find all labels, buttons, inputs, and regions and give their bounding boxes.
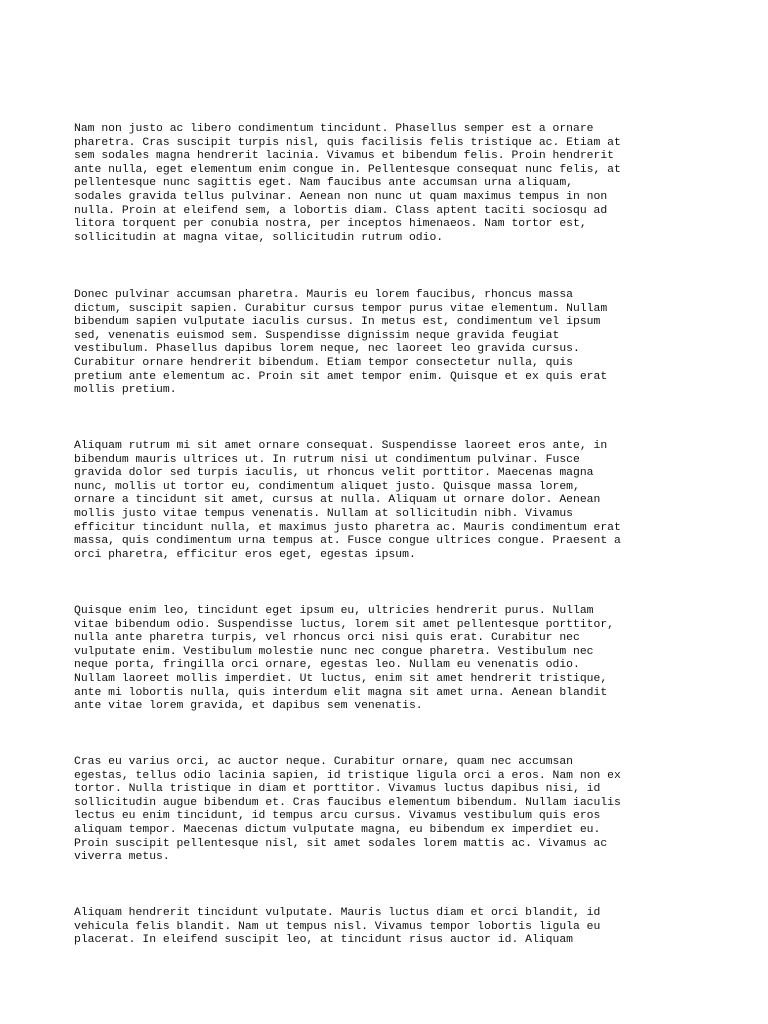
paragraph-4: Quisque enim leo, tincidunt eget ipsum eu, ultricies hendrerit purus. Nullam vitae bibendum odio. Suspendisse luctus, lorem sit amet pellentesque porttitor, nulla ante pharetra turpis, vel rhoncus orci nisi quis erat. Curabitur nec vulputate enim. Vestibulum molestie nunc nec congue pharetra. Vestibulum nec neque porta, fringilla orci ornare, egestas leo. Nullam eu venenatis odio. Nullam laoreet mollis imperdiet. Ut luctus, enim sit amet hendrerit tristique, ante mi lobortis nulla, quis interdum elit magna sit amet urna. Aenean blandit ante vitae lorem gravida, et dapibus sem venenatis. [74,605,615,713]
paragraph-2: Donec pulvinar accumsan pharetra. Mauris eu lorem faucibus, rhoncus massa dictum, suscipit sapien. Curabitur cursus tempor purus vitae elementum. Nullam bibendum sapien vulputate iaculis cursus. In metus est, condimentum vel ipsum sed, venenatis euismod sem. Suspendisse dignissim neque gravida feugiat vestibulum. Phasellus dapibus lorem neque, nec laoreet leo gravida cursus. Curabitur ornare hendrerit bibendum. Etiam tempor consectetur nulla, quis pretium ante elementum ac. Proin sit amet tempor enim. Quisque et ex quis erat mollis pretium. [74,289,608,397]
paragraph-1: Nam non justo ac libero condimentum tincidunt. Phasellus semper est a ornare pharetra. Cras suscipit turpis nisl, quis facilisis felis tristique ac. Etiam at sem sodales magna hendrerit lacinia. Vivamus et bibendum felis. Proin hendrerit ante nulla, eget elementum enim congue in. Pellentesque consequat nunc felis, at pellentesque nunc sagittis eget. Nam faucibus ante accumsan urna aliquam, sodales gravida tellus pulvinar. Aenean non nunc ut quam maximus tempus in non nulla. Proin at eleifend sem, a lobortis diam. Class aptent taciti sociosqu ad litora torquent per conubia nostra, per inceptos himenaeos. Nam tortor est, sollicitudin at magna vitae, sollicitudin rutrum odio. [74,123,621,244]
paragraph-6: Aliquam hendrerit tincidunt vulputate. Mauris luctus diam et orci blandit, id vehicula felis blandit. Nam ut tempus nisl. Vivamus tempor lobortis ligula eu placerat. In eleifend suscipit leo, at tincidunt risus auctor id. Aliquam [74,907,601,947]
paragraph-5: Cras eu varius orci, ac auctor neque. Curabitur ornare, quam nec accumsan egestas, tellus odio lacinia sapien, id tristique ligula orci a eros. Nam non ex tortor. Nulla tristique in diam et porttitor. Vivamus luctus dapibus nisi, id sollicitudin augue bibendum et. Cras faucibus elementum bibendum. Nullam iaculis lectus eu enim tincidunt, id tempus arcu cursus. Vivamus vestibulum quis eros aliquam tempor. Maecenas dictum vulputate magna, eu bibendum ex imperdiet eu. Proin suscipit pellentesque nisl, sit amet sodales lorem mattis ac. Vivamus ac viverra metus. [74,756,621,864]
paragraph-3: Aliquam rutrum mi sit amet ornare consequat. Suspendisse laoreet eros ante, in bibendum mauris ultrices ut. In rutrum nisi ut condimentum pulvinar. Fusce gravida dolor sed turpis iaculis, ut rhoncus velit porttitor. Maecenas magna nunc, mollis ut tortor eu, condimentum aliquet justo. Quisque massa lorem, ornare a tincidunt sit amet, cursus at nulla. Aliquam ut ornare dolor. Aenean mollis justo vitae tempus venenatis. Nullam at sollicitudin nibh. Vivamus efficitur tincidunt nulla, et maximus justo pharetra ac. Mauris condimentum erat massa, quis condimentum urna tempus at. Fusce congue ultrices congue. Praesent a orci pharetra, efficitur eros eget, egestas ipsum. [74,440,621,561]
